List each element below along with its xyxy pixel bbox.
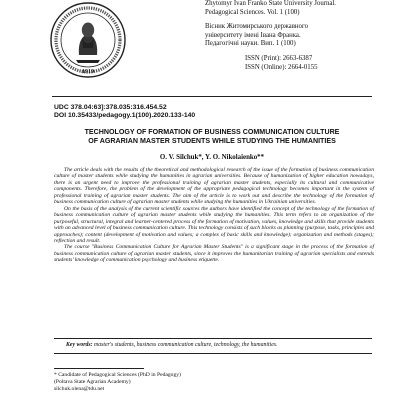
article-title: [52, 128, 372, 145]
udc-code: UDC 378.04:63]:378.035:316.454.52: [54, 104, 167, 111]
issn-online: ISSN (Online): 2664-0155: [245, 63, 318, 71]
journal-title-uk-line2: університету імені Івана Франка.: [205, 31, 301, 39]
seal-year: 1919: [82, 69, 94, 75]
journal-title-uk-line1: Вісник Житомирського державного: [205, 23, 308, 31]
article-title-line2: OF AGRARIAN MASTER STUDENTS WHILE STUDYING THE HUMANITIES: [88, 136, 336, 145]
abstract-paragraph: On the basis of the analysis of the current scientific sources the authors have identified the concept of the technology of the formation of business communication culture of agrarian master students while studying the humanities. This term refers to an organization of the purposeful, structural, integral and learner-centered process of the formation of motivation, values, knowledge and skills that provide students with an advanced level of business communication culture. This technology consists of such blocks as planning (purpose, tasks, principles and approaches); content (development of motivation and values; a complex of basic skills and knowledge); organization and methods (stages); reflection and result.: [54, 205, 374, 244]
footnote-degree: * Candidate of Pedagogical Sciences (PhD in Pedagogy): [54, 372, 181, 378]
university-seal-logo: [48, 0, 128, 80]
journal-title-uk-line3: Педагогічні науки. Вип. 1 (100): [205, 40, 296, 48]
keywords: [66, 342, 372, 349]
journal-title-en-line1: Zhytomyr Ivan Franko State University Journal.: [205, 0, 337, 7]
article-identifiers: [54, 104, 384, 121]
keywords-box: [54, 338, 372, 354]
abstract-paragraph: The article deals with the results of the theoretical and methodological research of the issue of the formation of business communication culture of master students while studying the humanities in agrarian universities. Because of humanization of higher education nowadays, there is an urgent need to improve the professional training of agrarian master students, especially its cultural and communicative components. Therefore, the problem of the development of the appropriate pedagogical technology becomes important in the system of professional training of agrarian master students. The aim of the article is to work out and describe the technology of the formation of business communication culture of agrarian master students while studying the humanities in Ukrainian universities.: [54, 167, 374, 206]
article-authors: O. V. Silchuk*, Y. O. Nikolaienko**: [159, 154, 265, 161]
author-footnote: [54, 372, 254, 394]
keywords-text: master's students, business communication culture, technology, the humanities.: [94, 342, 278, 348]
journal-header: [205, 0, 395, 72]
journal-title-en-line2: Pedagogical Sciences. Vol. 1 (100): [205, 8, 300, 16]
issn-print: ISSN (Print): 2663-6387: [245, 54, 313, 62]
doi: DOI 10.35433/pedagogy.1(100).2020.133-140: [54, 112, 196, 120]
footnote-divider: [54, 368, 144, 369]
footnote-email[interactable]: silchuk.olena@tdu.net: [54, 386, 105, 393]
article-title-line1: TECHNOLOGY OF FORMATION OF BUSINESS COMMUNICATION CULTURE: [84, 128, 340, 136]
keywords-label: Key words:: [66, 342, 93, 348]
abstract: [54, 167, 374, 264]
header-divider: [52, 96, 372, 97]
footnote-affiliation: (Poltava State Agrarian Academy): [54, 379, 131, 386]
abstract-paragraph: The course "Business Communication Culture for Agrarian Master Students" is a significant stage in the process of the formation of business communication culture of agrarian master students, since it improves the humanitarian training of agrarian specialists and extends students' knowledge of communication psychology and business etiquette.: [54, 244, 374, 264]
